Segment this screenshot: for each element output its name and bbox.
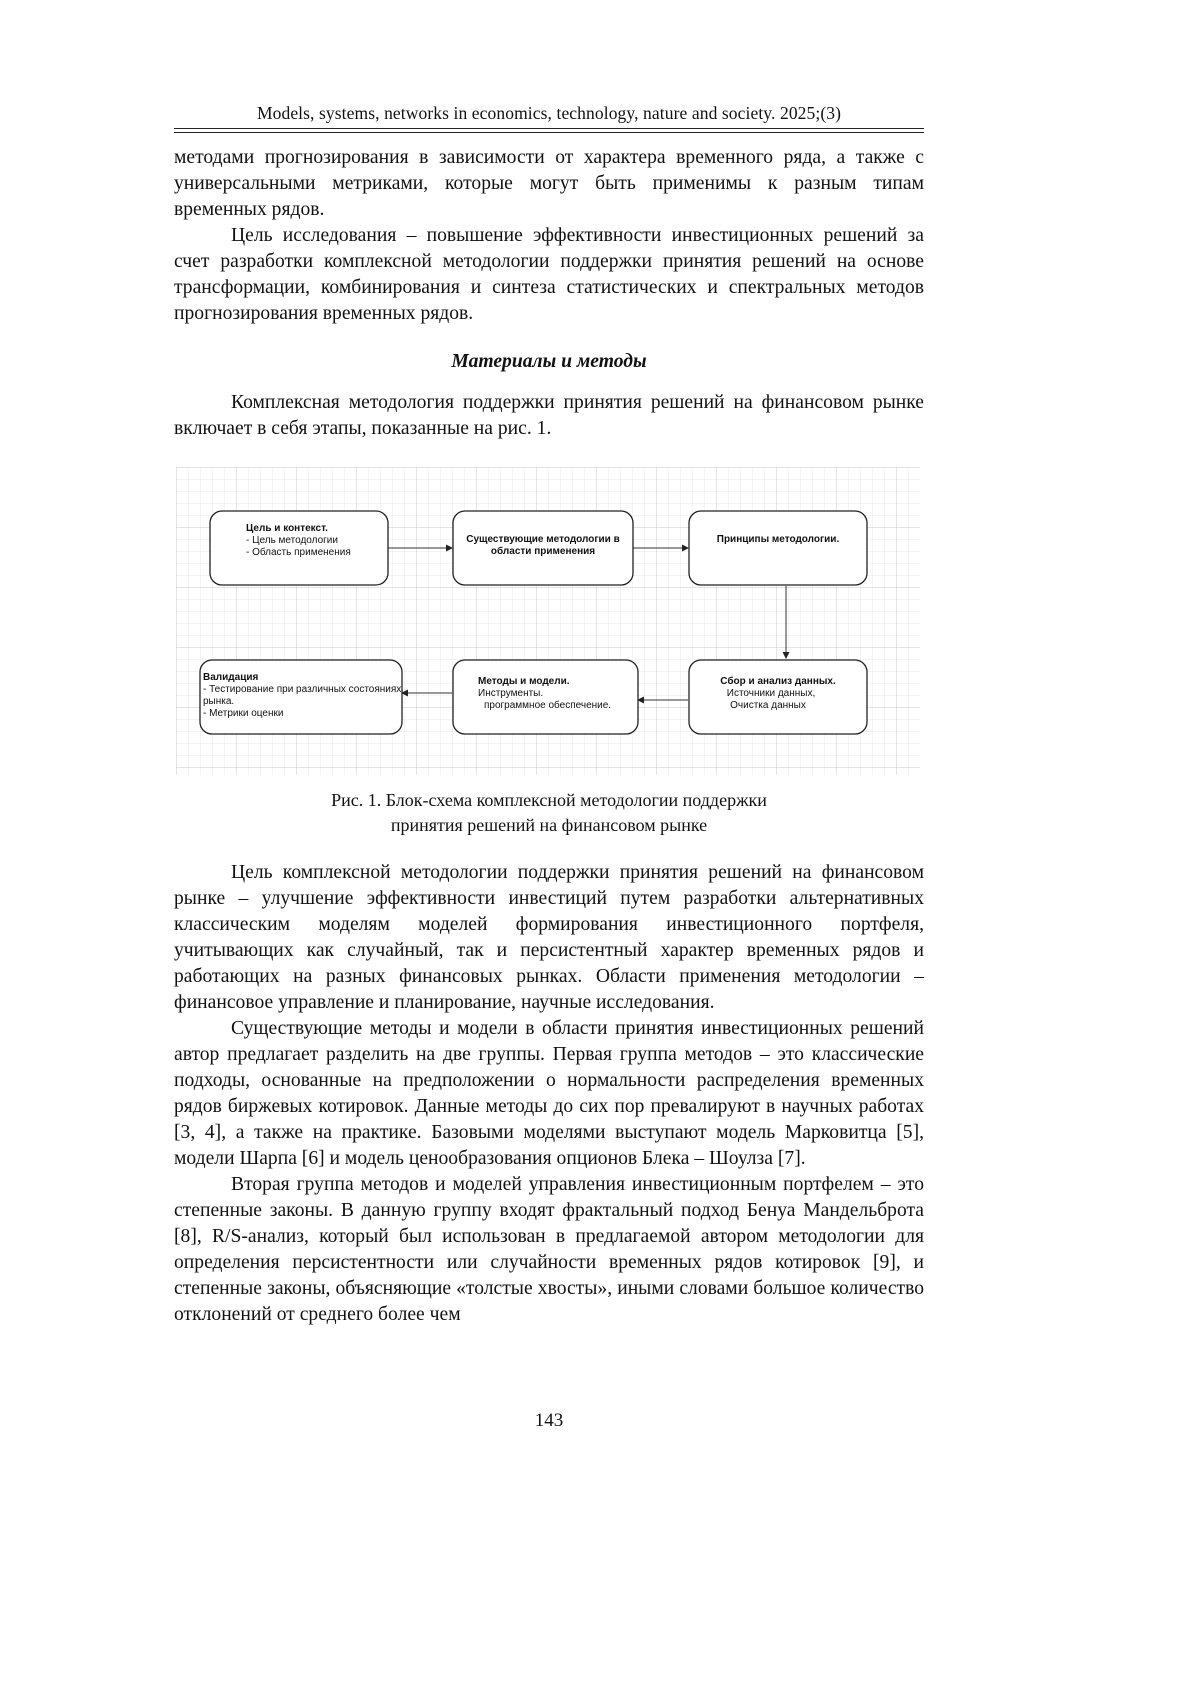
box-methods-item-2: программное обеспечение.: [484, 700, 612, 711]
box-existing-line-2: области применения: [490, 546, 596, 557]
header-rule-second: [174, 132, 924, 133]
box-validation-item-2: рынка.: [203, 696, 235, 707]
box-validation-title: Валидация: [203, 672, 259, 683]
flowchart-svg: [176, 467, 920, 775]
box-methods-title: Методы и модели.: [478, 676, 570, 687]
main-paragraph-1: Цель комплексной методологии поддержки принятия решений на финансовом рынке – улучшение эффективности инвестиций путем разработки альтернативных классическим моделям моделей формирования инвестиционного портфеля, учитывающих как случайный, так и персистентный характер временных рядов и работающих на разных финансовых рынках. Области применения методологии – финансовое управление и планирование, научные исследования.: [174, 862, 924, 1013]
intro-paragraph-2: Цель исследования – повышение эффективности инвестиционных решений за счет разработки комплексной методологии поддержки принятия решений на основе трансформации, комбинирования и синтеза статистических и спектральных методов прогнозирования временных рядов.: [174, 225, 924, 324]
figure-1-flowchart: [176, 467, 920, 775]
running-header: Models, systems, networks in economics, technology, nature and society. 2025;(3): [256, 103, 842, 123]
box-validation-item-1: - Тестирование при различных состояниях: [203, 684, 402, 695]
figure-caption-line-2: принятия решений на финансовом рынке: [390, 815, 708, 835]
section-intro-text: [174, 390, 924, 442]
box-goal-item-1: - Цель методологии: [246, 535, 338, 546]
section-paragraph-1: Комплексная методология поддержки принятия решений на финансовом рынке включает в себя этапы, показанные на рис. 1.: [174, 392, 924, 439]
main-paragraph-2: Существующие методы и модели в области принятия инвестиционных решений автор предлагает разделить на две группы. Первая группа методов – это классические подходы, основанные на предположении о нормальности распределения временных рядов биржевых котировок. Данные методы до сих пор превалируют в научных работах [3, 4], а также на практике. Базовыми моделями выступают модель Марковитца [5], модели Шарпа [6] и модель ценообразования опционов Блека – Шоулза [7].: [174, 1018, 924, 1169]
main-text: [174, 860, 924, 1328]
box-goal-item-2: - Область применения: [246, 547, 351, 558]
box-existing-line-1: Существующие методологии в: [466, 534, 620, 545]
box-data-title: Сбор и анализ данных.: [720, 676, 836, 687]
box-validation-item-3: - Метрики оценки: [203, 708, 284, 719]
figure-caption-line-1: Рис. 1. Блок-схема комплексной методологии поддержки: [331, 790, 767, 810]
intro-paragraph-1: методами прогнозирования в зависимости от характера временного ряда, а также с универсальными метриками, которые могут быть применимы к разным типам временных рядов.: [174, 147, 924, 220]
box-goal-title: Цель и контекст.: [246, 523, 328, 534]
box-principles-line: Принципы методологии.: [716, 534, 840, 545]
box-principles: [689, 511, 867, 585]
header-rule: [174, 128, 924, 129]
box-methods-item-1: Инструменты.: [478, 688, 544, 699]
box-data-item-2: Очистка данных: [730, 700, 806, 711]
figure-caption: [174, 788, 924, 838]
intro-text: [174, 145, 924, 327]
main-paragraph-3: Вторая группа методов и моделей управления инвестиционным портфелем – это степенные законы. В данную группу входят фрактальный подход Бенуа Мандельброта [8], R/S-анализ, который был использован в предлагаемой автором методологии для определения персистентности или случайности временных рядов котировок [9], и степенные законы, объясняющие «толстые хвосты», иными словами большое количество отклонений от среднего более чем: [174, 1174, 924, 1325]
section-heading: Материалы и методы: [451, 351, 647, 372]
page-number: 143: [534, 1410, 564, 1431]
box-data-item-1: Источники данных,: [726, 688, 816, 699]
